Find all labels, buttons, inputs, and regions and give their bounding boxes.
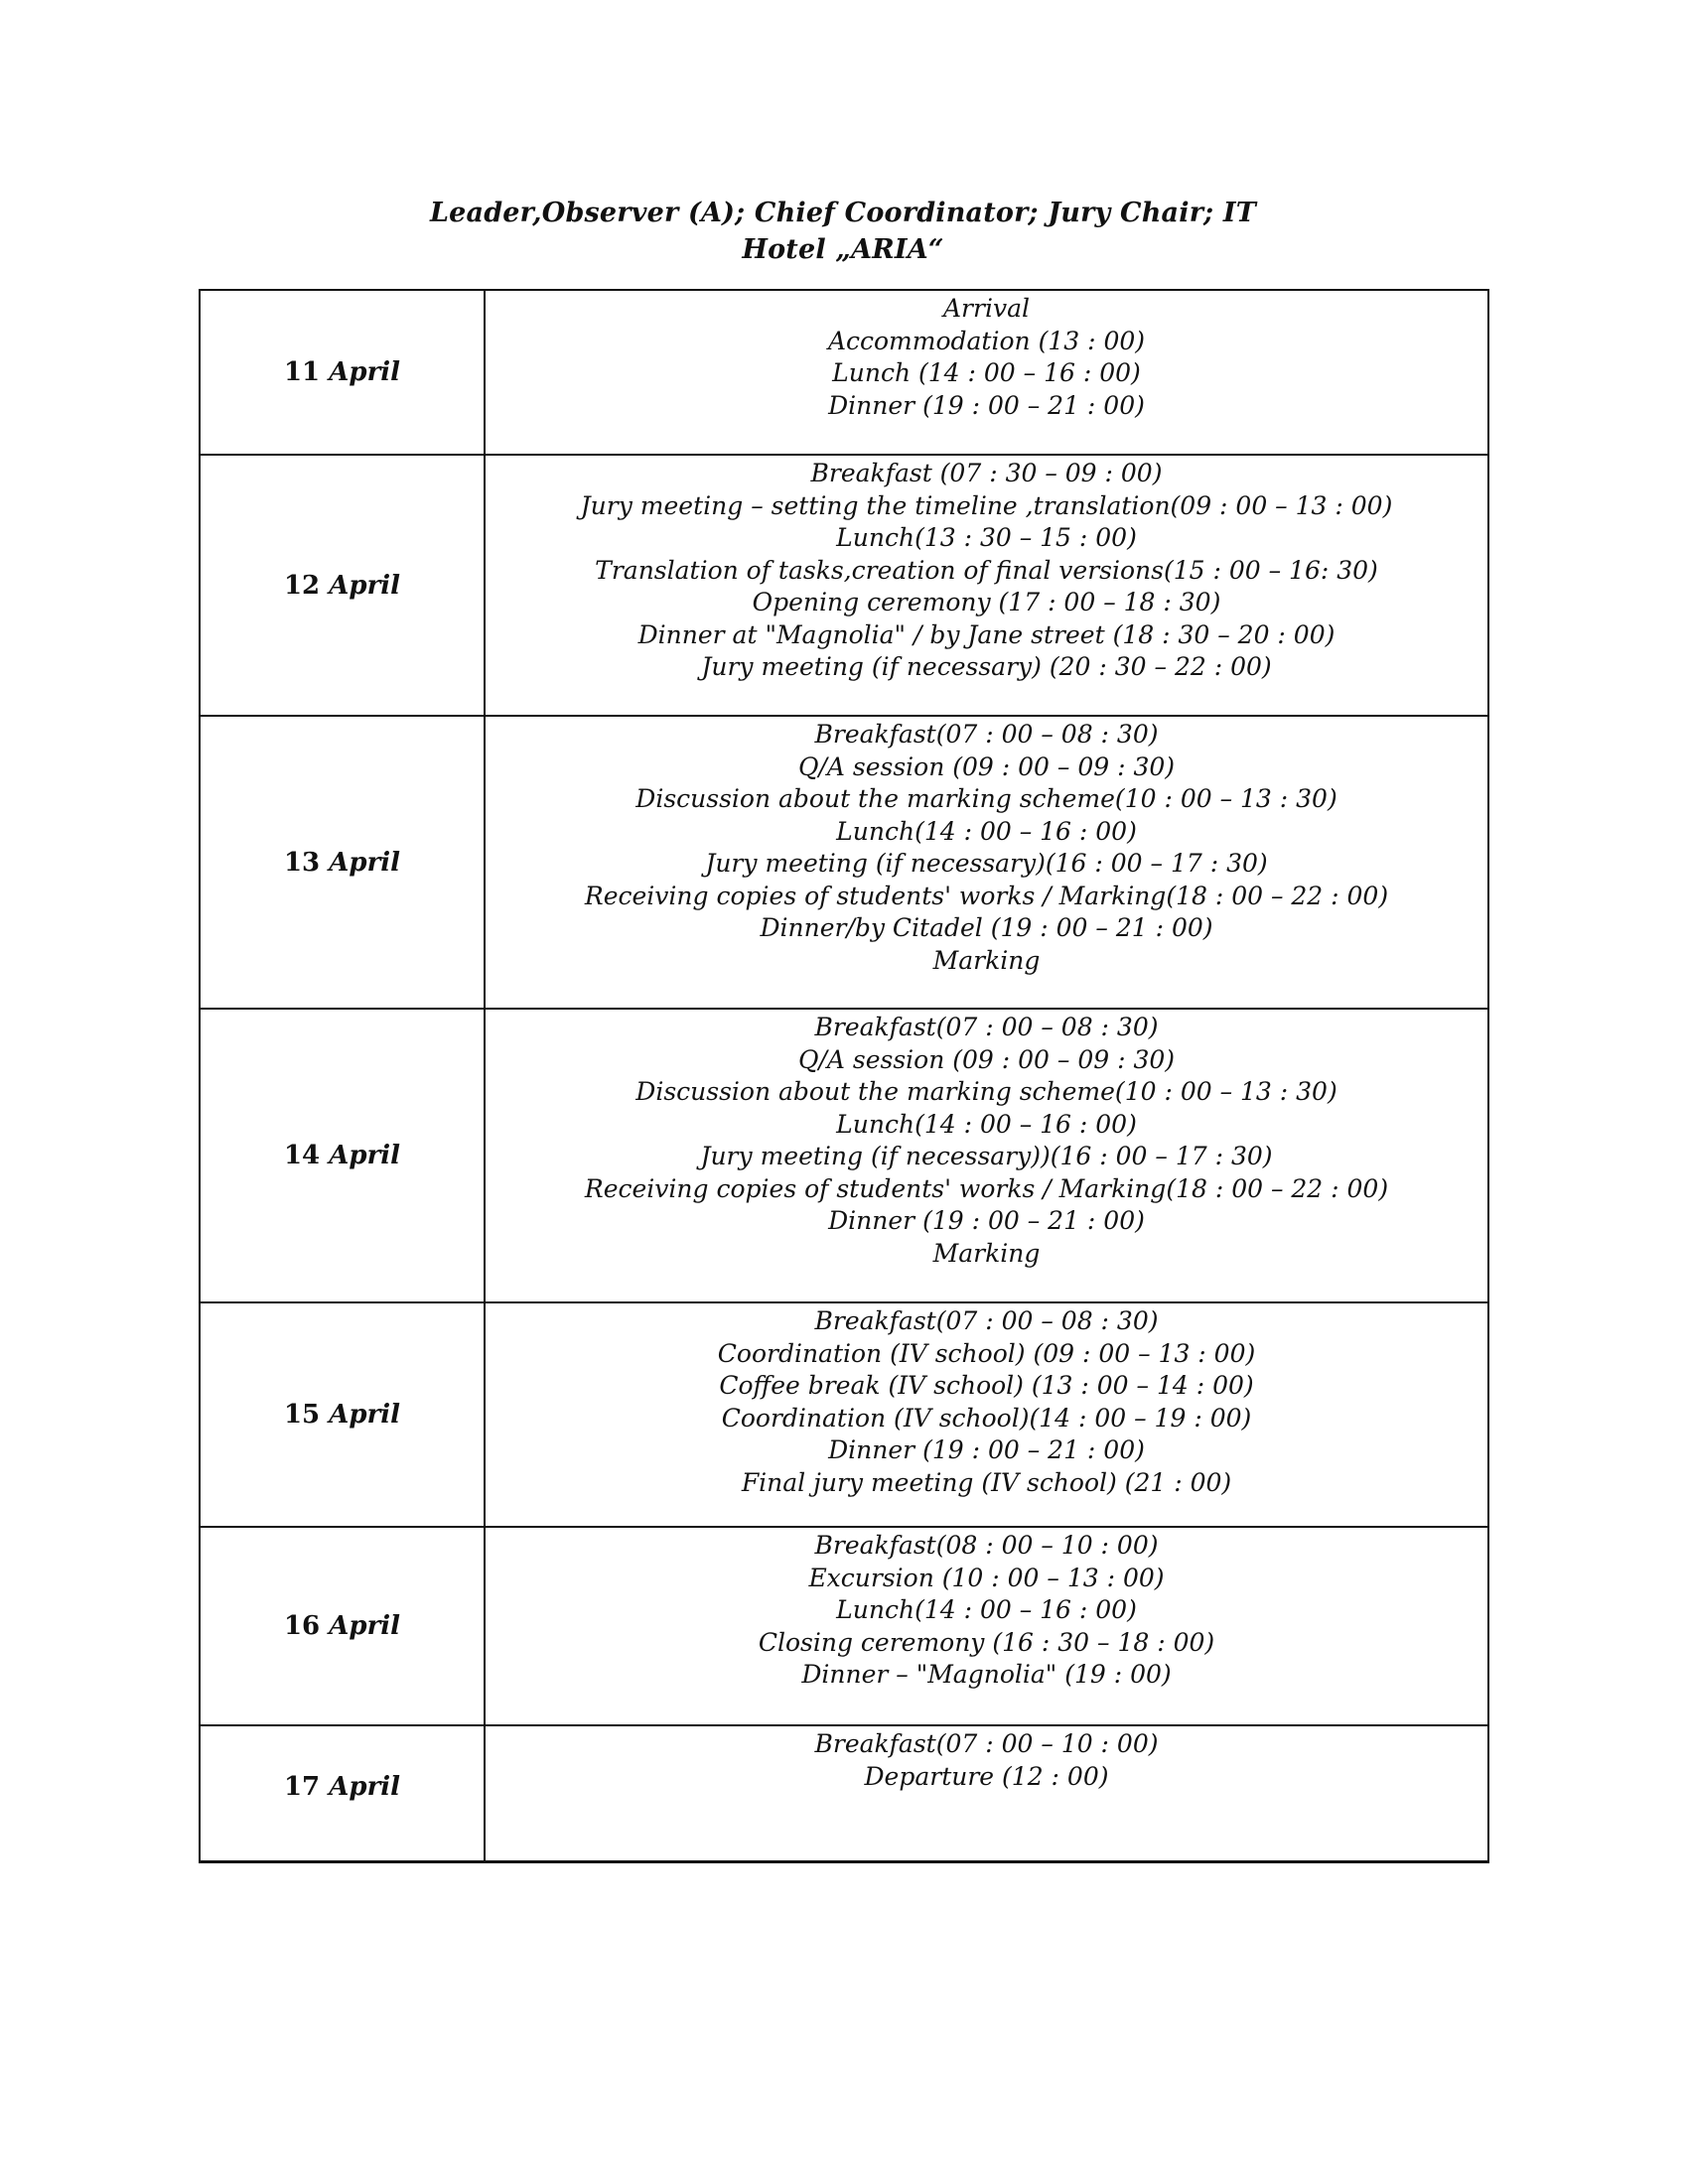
title-roles: Leader,Observer (A); Chief Coordinator; Jury Chair; IT (429, 198, 1257, 228)
events-cell (485, 290, 1488, 455)
date-day: 11 (283, 357, 321, 387)
schedule-event: Jury meeting – setting the timeline ,translation(09 : 00 – 13 : 00) (580, 490, 1393, 520)
date-day: 15 (283, 1400, 321, 1430)
schedule-event: Discussion about the marking scheme(10 : 00 – 13 : 30) (635, 1077, 1337, 1106)
schedule-event: Lunch(14 : 00 – 16 : 00) (836, 1595, 1137, 1624)
schedule-event: Dinner at "Magnolia" / by Jane street (18 : 30 – 20 : 00) (637, 619, 1336, 649)
document-title (199, 195, 1487, 268)
events-cell (485, 455, 1488, 716)
schedule-row-13-april (200, 716, 1488, 1009)
date-cell (200, 716, 485, 1009)
schedule-event: Dinner (19 : 00 – 21 : 00) (828, 1435, 1145, 1464)
schedule-event: Dinner – "Magnolia" (19 : 00) (801, 1660, 1172, 1689)
schedule-event: Final jury meeting (IV school) (21 : 00) (741, 1467, 1232, 1497)
schedule-event: Breakfast(08 : 00 – 10 : 00) (814, 1531, 1159, 1560)
schedule-event: Lunch(14 : 00 – 16 : 00) (836, 1109, 1137, 1139)
schedule-event: Q/A session (09 : 00 – 09 : 30) (797, 751, 1176, 781)
schedule-event: Lunch(14 : 00 – 16 : 00) (836, 816, 1137, 846)
schedule-table (199, 289, 1489, 1863)
events-cell (485, 1302, 1488, 1527)
schedule-event: Accommodation (13 : 00) (827, 326, 1146, 355)
date-day: 17 (283, 1772, 321, 1802)
date-month: April (329, 1141, 401, 1170)
schedule-event: Arrival (943, 294, 1030, 323)
schedule-event: Dinner (19 : 00 – 21 : 00) (828, 390, 1145, 420)
date-day: 14 (283, 1141, 321, 1170)
date-cell (200, 1009, 485, 1302)
events-cell (485, 1009, 1488, 1302)
events-cell (485, 1527, 1488, 1725)
date-month: April (329, 1400, 401, 1430)
schedule-event: Dinner/by Citadel (19 : 00 – 21 : 00) (760, 913, 1213, 942)
schedule-event: Jury meeting (if necessary))(16 : 00 – 17 : 30) (700, 1142, 1273, 1170)
date-cell (200, 455, 485, 716)
schedule-row-16-april (200, 1527, 1488, 1725)
date-month: April (329, 847, 401, 878)
date-day: 13 (283, 847, 321, 878)
schedule-event: Jury meeting (if necessary)(16 : 00 – 17 : 30) (705, 849, 1268, 878)
date-cell (200, 1302, 485, 1527)
title-hotel: Hotel „ARIA“ (742, 234, 944, 265)
schedule-event: Departure (12 : 00) (864, 1761, 1109, 1791)
date-day: 16 (283, 1611, 321, 1641)
schedule-event: Breakfast(07 : 00 – 08 : 30) (814, 1013, 1159, 1041)
schedule-row-17-april (200, 1725, 1488, 1861)
date-cell (200, 290, 485, 455)
schedule-row-12-april (200, 455, 1488, 716)
schedule-event: Receiving copies of students' works / Marking(18 : 00 – 22 : 00) (584, 1173, 1389, 1203)
date-month: April (329, 1772, 401, 1802)
schedule-event: Coordination (IV school)(14 : 00 – 19 : 00) (721, 1403, 1252, 1433)
schedule-event: Opening ceremony (17 : 00 – 18 : 30) (752, 588, 1221, 616)
date-cell (200, 1725, 485, 1861)
schedule-body (200, 290, 1488, 1861)
schedule-event: Breakfast(07 : 00 – 08 : 30) (814, 1306, 1159, 1335)
schedule-event: Marking (932, 945, 1041, 975)
schedule-event: Breakfast (07 : 30 – 09 : 00) (810, 459, 1163, 487)
date-month: April (329, 1611, 401, 1641)
schedule-event: Coordination (IV school) (09 : 00 – 13 : 00) (717, 1338, 1256, 1368)
schedule-event: Receiving copies of students' works / Marking(18 : 00 – 22 : 00) (584, 881, 1389, 910)
schedule-row-15-april (200, 1302, 1488, 1527)
schedule-event: Closing ceremony (16 : 30 – 18 : 00) (758, 1627, 1215, 1657)
schedule-event: Breakfast(07 : 00 – 08 : 30) (814, 720, 1159, 749)
schedule-event: Q/A session (09 : 00 – 09 : 30) (797, 1044, 1176, 1074)
events-cell (485, 1725, 1488, 1861)
date-month: April (329, 357, 401, 387)
events-cell (485, 716, 1488, 1009)
date-month: April (329, 570, 401, 601)
schedule-event: Translation of tasks,creation of final versions(15 : 00 – 16: 30) (595, 555, 1378, 585)
date-day: 12 (283, 570, 321, 601)
schedule-event: Jury meeting (if necessary) (20 : 30 – 22 : 00) (701, 652, 1272, 681)
schedule-event: Lunch(13 : 30 – 15 : 00) (836, 523, 1137, 552)
date-cell (200, 1527, 485, 1725)
schedule-event: Coffee break (IV school) (13 : 00 – 14 : 00) (719, 1371, 1254, 1400)
schedule-event: Dinner (19 : 00 – 21 : 00) (828, 1206, 1145, 1235)
schedule-row-14-april (200, 1009, 1488, 1302)
schedule-event: Marking (932, 1238, 1041, 1268)
schedule-event: Discussion about the marking scheme(10 : 00 – 13 : 30) (635, 784, 1337, 813)
schedule-row-11-april (200, 290, 1488, 455)
schedule-event: Breakfast(07 : 00 – 10 : 00) (814, 1729, 1159, 1758)
schedule-event: Excursion (10 : 00 – 13 : 00) (808, 1563, 1165, 1592)
schedule-event: Lunch (14 : 00 – 16 : 00) (832, 358, 1141, 387)
